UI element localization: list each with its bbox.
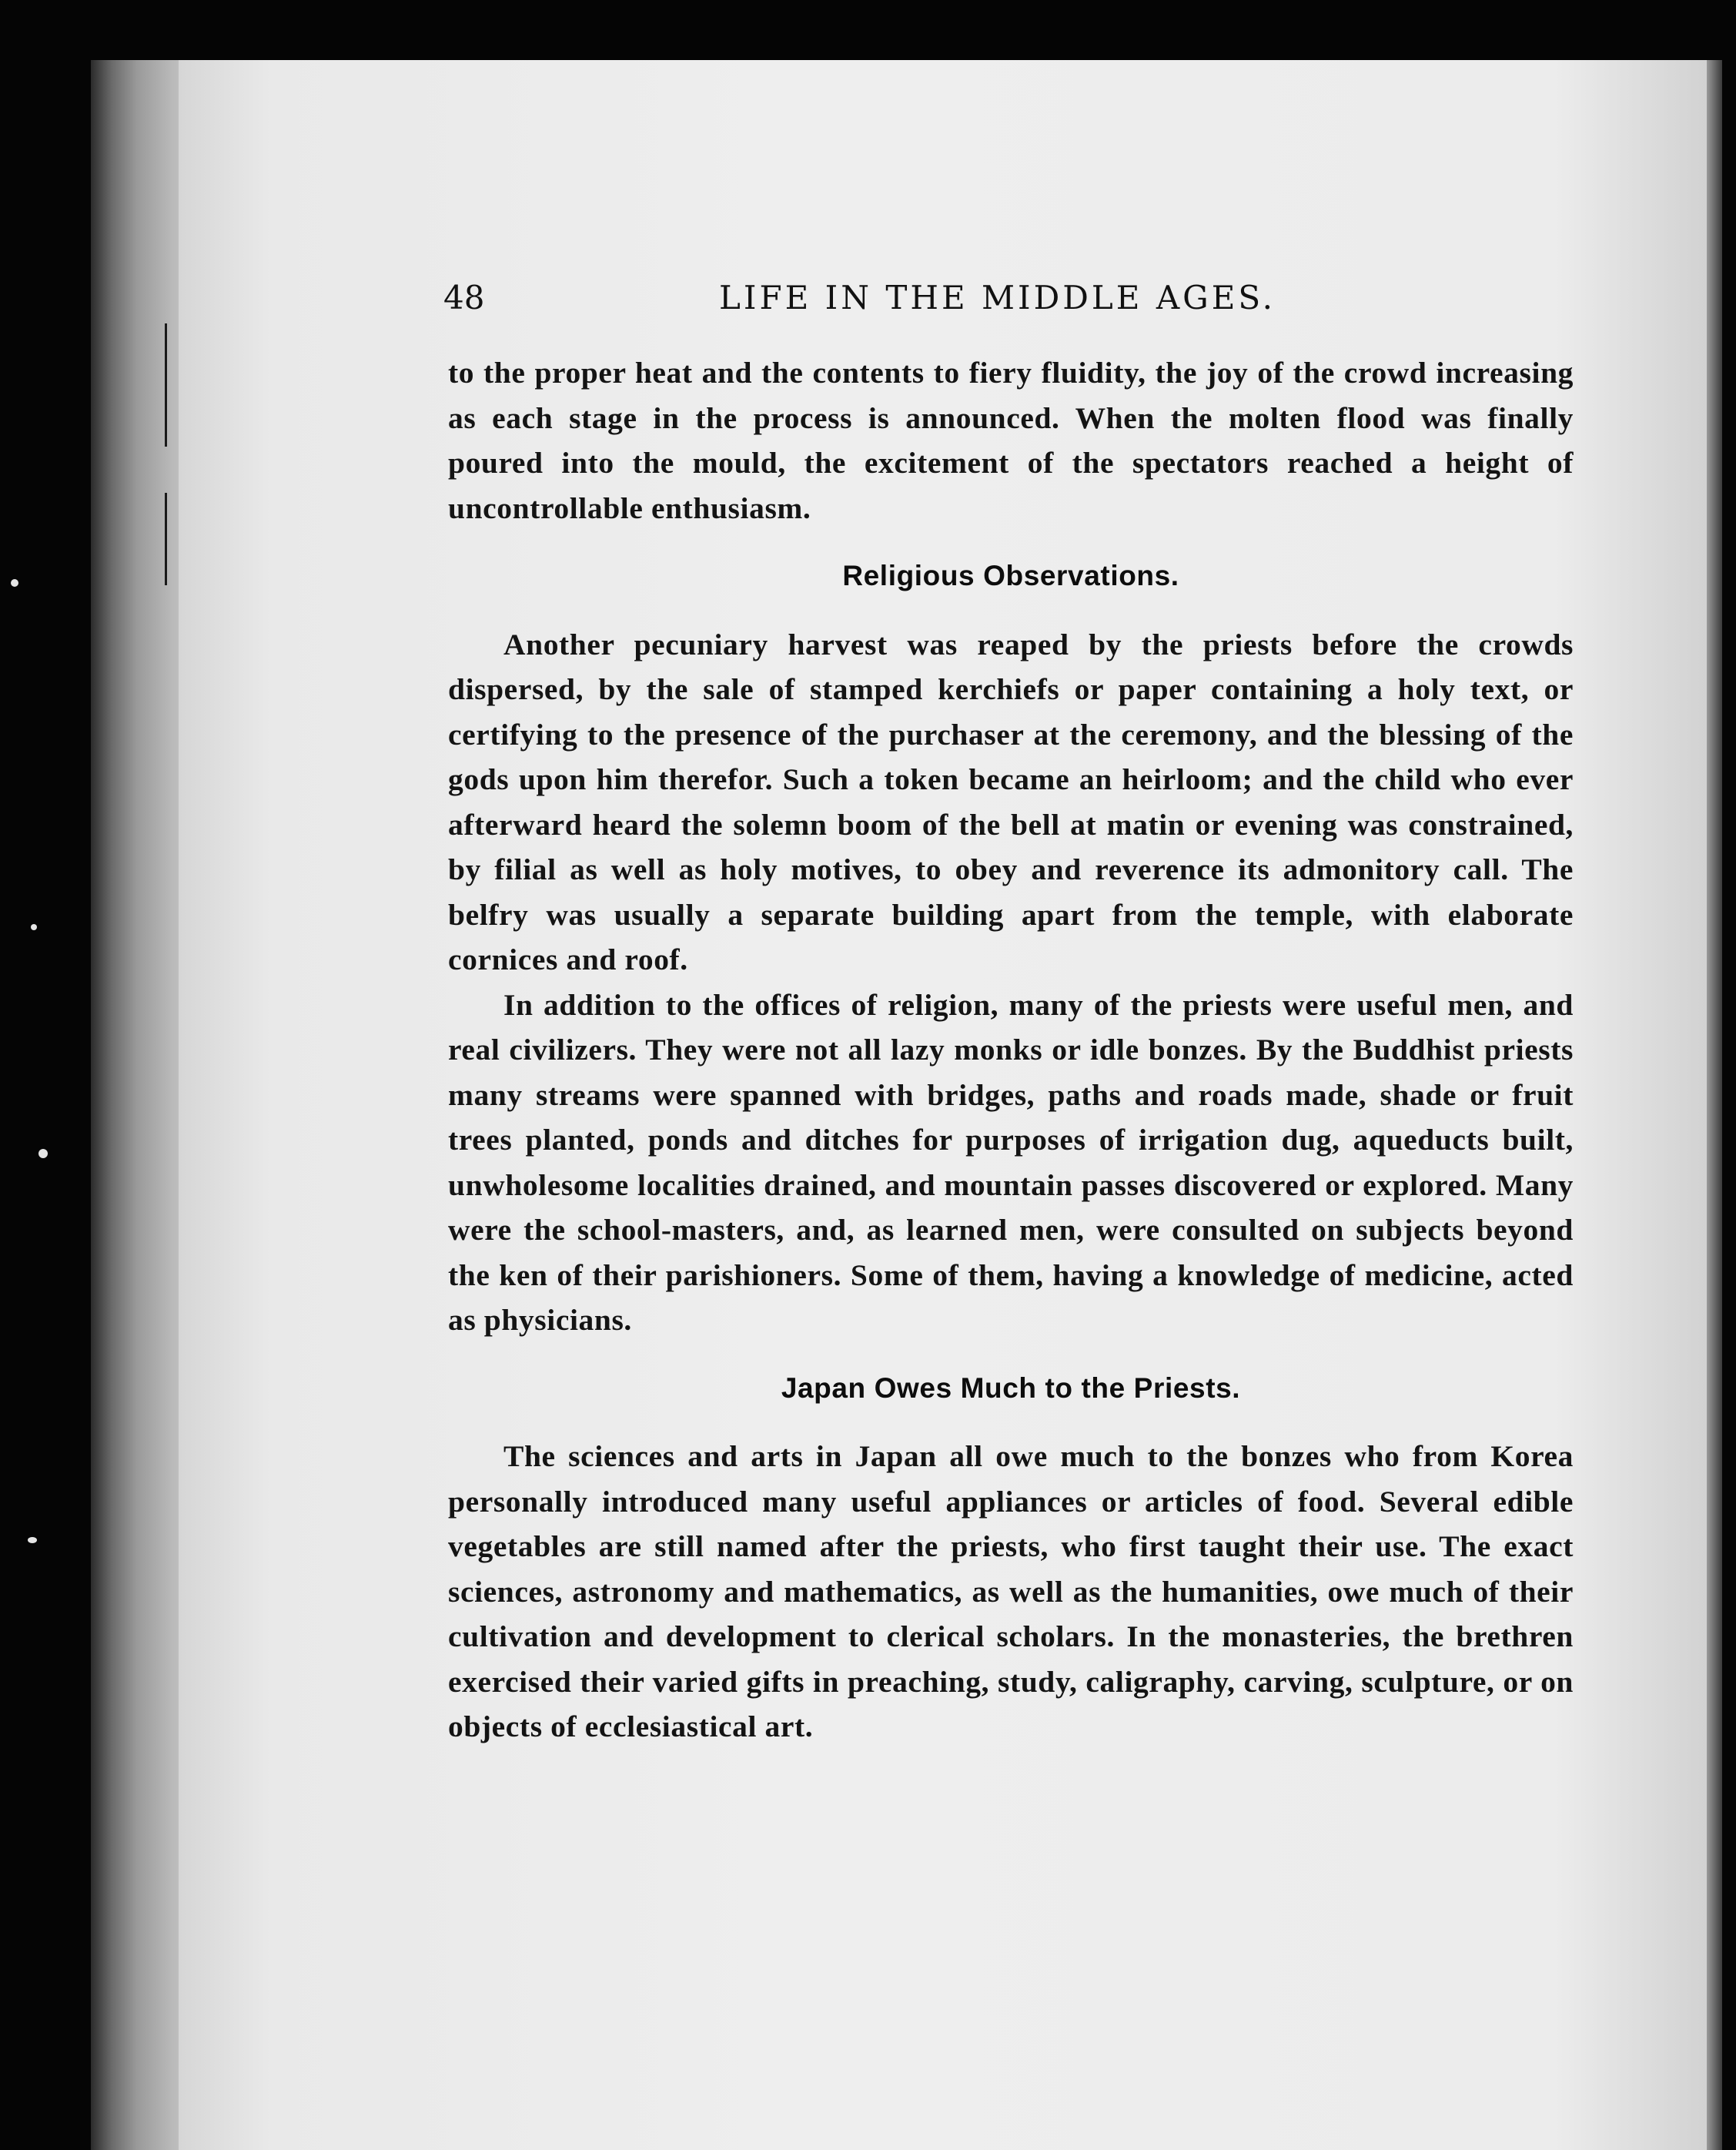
dust-speck (31, 924, 37, 930)
body-text (448, 350, 1574, 1750)
running-head (443, 279, 1306, 325)
page-number: 48 (443, 279, 485, 316)
section-heading: Religious Observations. (842, 560, 1179, 591)
dust-speck (38, 1149, 48, 1158)
paragraph: The sciences and arts in Japan all owe much to the bonzes who from Korea personally introduced many useful appliances or articles of food. Several edible vegetables are still named after the priests, who first taught their use. The exact sciences, astronomy and mathematics, as well as the humanities, owe much of their cultivation and development to clerical scholars. In the monasteries, the brethren exercised their varied gifts in preaching, study, caligraphy, carving, sculpture, or on objects of ecclesiastical art. (448, 1439, 1574, 1743)
section-heading: Japan Owes Much to the Priests. (781, 1371, 1241, 1404)
paragraph: In addition to the offices of religion, many of the priests were useful men, and real civilizers. They were not all lazy monks or idle bonzes. By the Buddhist priests many streams were spanned with bridges, paths and roads made, shade or fruit trees planted, ponds and ditches for purposes of irrigation dug, aqueducts built, unwholesome localities drained, and mountain passes discovered or explored. Many were the school-masters, and, as learned men, were consulted on subjects beyond the ken of their parishioners. Some of them, having a knowledge of medicine, acted as physicians. (448, 987, 1574, 1337)
gutter-line (165, 323, 167, 447)
dust-speck (11, 579, 18, 587)
dust-speck (28, 1537, 37, 1543)
page-right-edge (1707, 60, 1722, 2150)
paragraph: Another pecuniary harvest was reaped by the priests before the crowds dispersed, by the sale of stamped kerchiefs or paper containing a holy text, or certifying to the presence of the purchaser at the ceremony, and the blessing of the gods upon him therefor. Such a token became an heirloom; and the child who ever afterward heard the solemn boom of the bell at matin or evening was constrained, by filial as well as holy motives, to obey and reverence its admonitory call. The belfry was usually a separate building apart from the temple, with elaborate cornices and roof. (448, 627, 1574, 976)
running-title: LIFE IN THE MIDDLE AGES. (719, 279, 1276, 316)
paragraph: to the proper heat and the contents to fiery fluidity, the joy of the crowd increasing as each stage in the process is announced. When the molten flood was finally poured into the mould, the excitement of the spectators reached a height of uncontrollable enthusiasm. (448, 356, 1574, 525)
gutter-line (165, 493, 167, 585)
